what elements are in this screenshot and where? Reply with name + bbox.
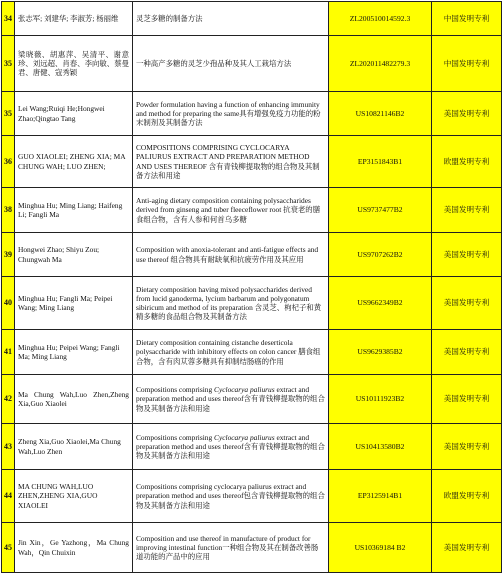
patent-number-cell: EP3151843B1 bbox=[329, 136, 432, 188]
patent-type-cell: 美国发明专利 bbox=[432, 92, 502, 136]
authors-cell: 张志军; 刘建华; 李淑芳; 杨丽维 bbox=[15, 2, 133, 36]
table-row bbox=[2, 233, 502, 277]
title-cell: Dietary composition containing cistanche deserticola polysaccharide with inhibitory effects on colon cancer 膳食组合物，含有肉苁蓉多糖具有抑制结肠癌的作用 bbox=[133, 330, 329, 375]
patent-number-cell: US9707262B2 bbox=[329, 233, 432, 277]
table-row bbox=[2, 470, 502, 523]
table-row bbox=[2, 330, 502, 375]
row-number: 40 bbox=[2, 277, 15, 330]
patent-number-cell: ZL200510014592.3 bbox=[329, 2, 432, 36]
title-cell: Dietary composition having mixed polysaccharides derived from lucid ganoderma, lycium barbarum and polygonatum sibiricum and method of its preparation 含灵芝、枸杞子和黄精多糖的食品组合物及其制备方法 bbox=[133, 277, 329, 330]
table-row bbox=[2, 92, 502, 136]
patent-number-cell: US10369184 B2 bbox=[329, 523, 432, 573]
title-species: Cyclocarya paliurus bbox=[214, 432, 275, 442]
table-row bbox=[2, 424, 502, 470]
table-row bbox=[2, 375, 502, 424]
row-number: 36 bbox=[2, 136, 15, 188]
table-row bbox=[2, 277, 502, 330]
row-number: 41 bbox=[2, 330, 15, 375]
title-cell: Composition with anoxia-tolerant and anti-fatigue effects and use thereof 组合物具有耐缺氧和抗疲劳作用及其应用 bbox=[133, 233, 329, 277]
authors-cell: Hongwei Zhao; Shiyu Zou; Chungwah Ma bbox=[15, 233, 133, 277]
title-text: extract and preparation method and uses thereof含有青钱柳提取物的组合物及其制备方法和用途 bbox=[136, 385, 325, 413]
authors-cell: Ma Chung Wah,Luo Zhen,Zheng Xia,Guo Xiaolei bbox=[15, 375, 133, 424]
patent-number-cell: US10413580B2 bbox=[329, 424, 432, 470]
patent-number-cell: US10111923B2 bbox=[329, 375, 432, 424]
authors-cell: Minghua Hu; Fangli Ma; Peipei Wang; Ming Liang bbox=[15, 277, 133, 330]
title-cell: Composition and use thereof in manufacture of product for improving intestinal function一种组合物及其在制备改善肠道功能的产品中的应用 bbox=[133, 523, 329, 573]
table-row bbox=[2, 188, 502, 233]
title-cell: 灵芝多糖的制备方法 bbox=[133, 2, 329, 36]
patent-table bbox=[1, 1, 502, 573]
patent-type-cell: 美国发明专利 bbox=[432, 424, 502, 470]
title-cell bbox=[133, 424, 329, 470]
authors-cell: GUO XIAOLEI; ZHENG XIA; MA CHUNG WAH; LUO ZHEN; bbox=[15, 136, 133, 188]
row-number: 35 bbox=[2, 92, 15, 136]
patent-number-cell: US9629385B2 bbox=[329, 330, 432, 375]
patent-number-cell: EP3125914B1 bbox=[329, 470, 432, 523]
patent-type-cell: 美国发明专利 bbox=[432, 330, 502, 375]
patent-type-cell: 美国发明专利 bbox=[432, 188, 502, 233]
row-number: 45 bbox=[2, 523, 15, 573]
title-species: Cyclocarya paliurus bbox=[214, 385, 275, 395]
authors-cell: 梁晓薇、胡惠萍、吴清平、谢意珍、刘远超、肖春、李向敏、蔡曼君、唐健、寇秀颖 bbox=[15, 36, 133, 92]
title-cell: Compositions comprising cyclocarya paliurus extract and preparation method and uses thereof包含青钱柳提取物的组合物及其制备方法和用途 bbox=[133, 470, 329, 523]
title-text: Compositions comprising bbox=[136, 432, 215, 442]
patent-number-cell: US10821146B2 bbox=[329, 92, 432, 136]
table-row bbox=[2, 523, 502, 573]
title-cell: Anti-aging dietary composition containing polysaccharides derived from ginseng and tuber fleeceflower root 抗衰老的膳食组合物，含有人参和何首乌多糖 bbox=[133, 188, 329, 233]
authors-cell: Minghua Hu; Peipei Wang; Fangli Ma; Ming Liang bbox=[15, 330, 133, 375]
title-cell: COMPOSITIONS COMPRISING CYCLOCARYA PALIURUS EXTRACT AND PREPARATION METHOD AND USES THEREOF 含有青钱柳提取物的组合物及其制备方法和用途 bbox=[133, 136, 329, 188]
row-number: 38 bbox=[2, 188, 15, 233]
title-text: Compositions comprising bbox=[136, 385, 215, 395]
title-text: extract and preparation method and uses thereof含有青钱柳提取物的组合物及其制备方法和用途 bbox=[136, 432, 325, 461]
patent-number-cell: US9737477B2 bbox=[329, 188, 432, 233]
row-number: 42 bbox=[2, 375, 15, 424]
authors-cell: Minghua Hu; Ming Liang; Haifeng Li; Fangli Ma bbox=[15, 188, 133, 233]
row-number: 35 bbox=[2, 36, 15, 92]
table-row bbox=[2, 2, 502, 36]
patent-type-cell: 中国发明专利 bbox=[432, 36, 502, 92]
authors-cell: Lei Wang;Ruiqi He;Hongwei Zhao;Qingtao Tang bbox=[15, 92, 133, 136]
row-number: 34 bbox=[2, 2, 15, 36]
patent-type-cell: 欧盟发明专利 bbox=[432, 470, 502, 523]
patent-number-cell: ZL202011482279.3 bbox=[329, 36, 432, 92]
authors-cell: Jin Xin，Ge Yazhong，Ma Chung Wah，Qin Chuixin bbox=[15, 523, 133, 573]
title-cell: 一种高产多糖的灵芝少孢品种及其人工栽培方法 bbox=[133, 36, 329, 92]
title-cell: Powder formulation having a function of enhancing immunity and method for preparing the same具有增强免疫力功能的粉末制剂及其制备方法 bbox=[133, 92, 329, 136]
table-row bbox=[2, 36, 502, 92]
authors-cell: MA CHUNG WAH,LUO ZHEN,ZHENG XIA,GUO XIAOLEI bbox=[15, 470, 133, 523]
patent-type-cell: 中国发明专利 bbox=[432, 2, 502, 36]
row-number: 39 bbox=[2, 233, 15, 277]
patent-type-cell: 美国发明专利 bbox=[432, 523, 502, 573]
title-cell bbox=[133, 375, 329, 424]
patent-type-cell: 美国发明专利 bbox=[432, 277, 502, 330]
patent-number-cell: US9662349B2 bbox=[329, 277, 432, 330]
patent-type-cell: 美国发明专利 bbox=[432, 233, 502, 277]
authors-cell: Zheng Xia,Guo Xiaolei,Ma Chung Wah,Luo Zhen bbox=[15, 424, 133, 470]
patent-type-cell: 美国发明专利 bbox=[432, 375, 502, 424]
patent-type-cell: 欧盟发明专利 bbox=[432, 136, 502, 188]
row-number: 44 bbox=[2, 470, 15, 523]
table-row bbox=[2, 136, 502, 188]
row-number: 43 bbox=[2, 424, 15, 470]
